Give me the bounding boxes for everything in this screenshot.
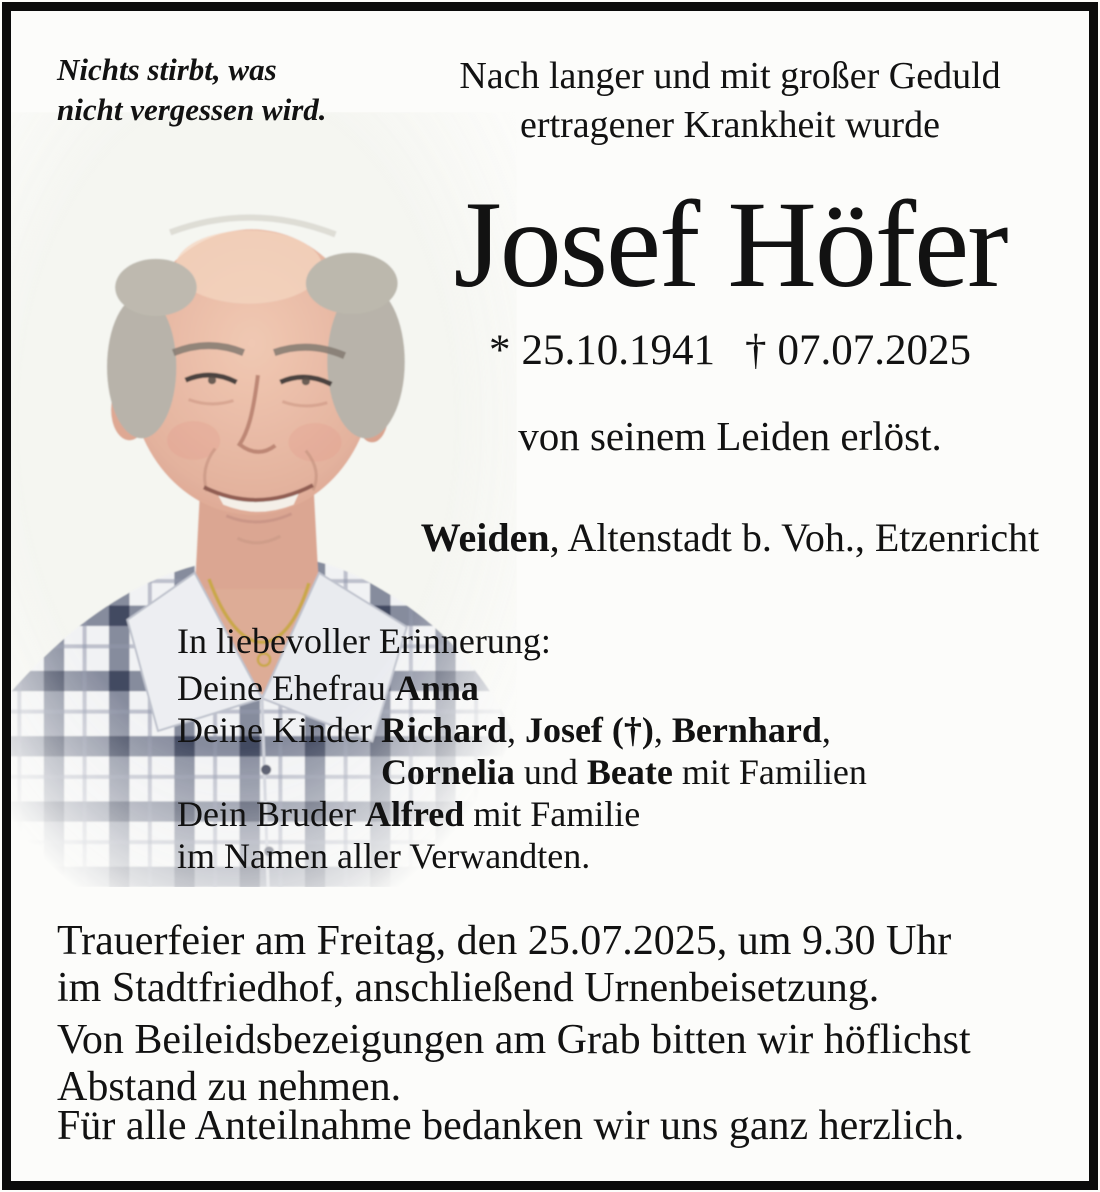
intro-line-2: ertragener Krankheit wurde [520,104,940,146]
born-symbol: * [489,327,511,374]
family-block [177,620,1017,877]
quote-line-1: Nichts stirbt, was [57,52,277,87]
died-cross-symbol: † [745,327,767,374]
thanks-line [57,1103,1057,1150]
death-date-group [745,326,971,376]
death-date: 07.07.2025 [777,327,971,374]
birth-date: 25.10.1941 [521,327,715,374]
deceased-name: Josef Höfer [453,176,1007,313]
intro-text [410,52,1050,150]
condolence-request [57,1017,1057,1111]
text-line: Von Beileidsbezeigungen am Grab bitten wir höflichst [57,1017,971,1063]
text-line: im Namen aller Verwandten. [177,836,591,876]
text-line: Cornelia und Beate mit Familien [380,752,867,792]
text-line: Für alle Anteilnahme bedanken wir uns ganz herzlich. [57,1103,965,1149]
text-line: Deine Kinder Richard, Josef (†), Bernhard, [177,710,831,750]
text-line: Dein Bruder Alfred mit Familie [177,794,641,834]
text-line: Abstand zu nehmen. [57,1064,402,1110]
life-dates [410,326,1050,376]
funeral-announcement [57,918,1057,1012]
quote-line-2: nicht vergessen wird. [57,92,327,127]
text-line: Weiden, Altenstadt b. Voh., Etzenricht [420,515,1040,560]
places-line [400,514,1060,562]
text-line: In liebevoller Erinnerung: [177,621,551,661]
text-line: Deine Ehefrau Anna [177,668,479,708]
text-line: im Stadtfriedhof, anschließend Urnenbeisetzung. [57,965,880,1011]
birth-date-group [489,326,715,376]
memorial-quote [57,50,397,130]
release-line: von seinem Leiden erlöst. [518,413,942,459]
intro-line-1: Nach langer und mit großer Geduld [459,55,1001,97]
text-line: Trauerfeier am Freitag, den 25.07.2025, um 9.30 Uhr [57,918,952,964]
